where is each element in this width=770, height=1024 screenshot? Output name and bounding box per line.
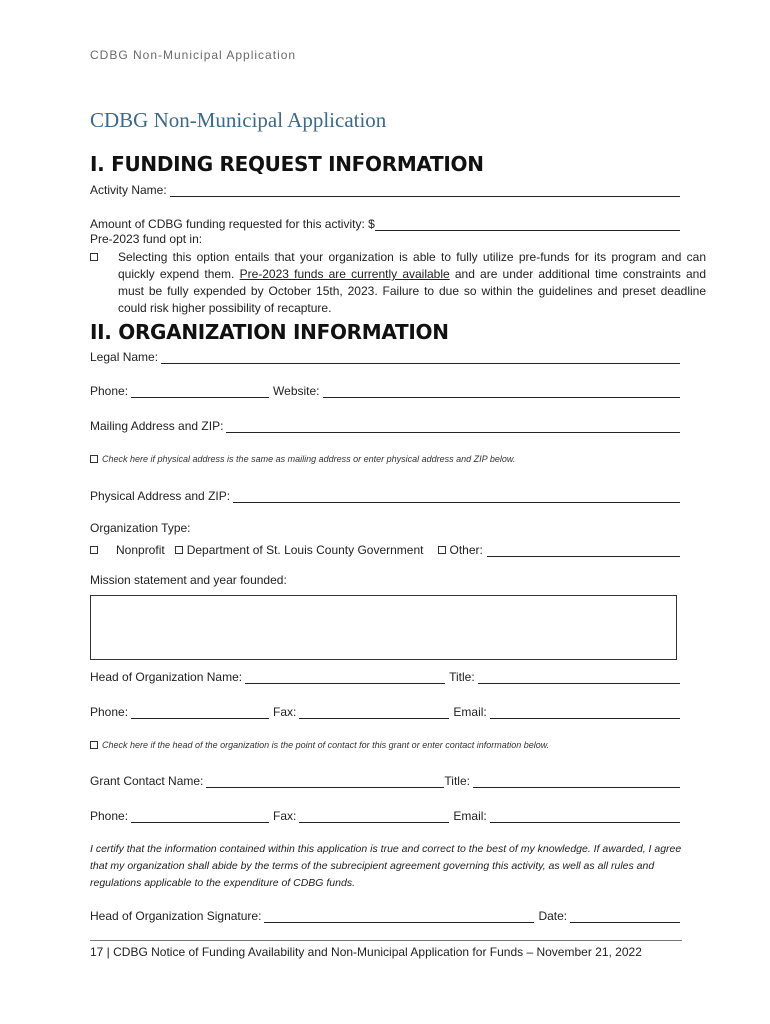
signature-label: Head of Organization Signature: [90, 909, 262, 923]
contact-phone-field[interactable] [131, 808, 269, 823]
document-title: CDBG Non-Municipal Application [90, 108, 387, 132]
section-heading-organization: II. ORGANIZATION INFORMATION [90, 320, 449, 344]
head-name-label: Head of Organization Name: [90, 670, 243, 684]
mission-label: Mission statement and year founded: [90, 573, 287, 587]
pre2023-availability-link: Pre-2023 funds are currently available [239, 267, 450, 281]
head-email-field[interactable] [490, 704, 680, 719]
contact-email-label: Email: [453, 809, 487, 823]
grant-contact-title-field[interactable] [473, 773, 680, 788]
org-type-other[interactable] [438, 543, 450, 557]
head-fax-label: Fax: [273, 705, 297, 719]
activity-name-label: Activity Name: [90, 183, 167, 197]
grant-contact-info-row [90, 805, 680, 823]
website-label: Website: [273, 384, 320, 398]
legal-name-row [90, 346, 680, 364]
phone-field[interactable] [131, 383, 269, 398]
activity-name-row [90, 179, 680, 197]
head-phone-label: Phone: [90, 705, 129, 719]
legal-name-field[interactable] [161, 349, 680, 364]
contact-same-note [90, 740, 549, 750]
pre2023-opt-in [90, 249, 706, 317]
contact-fax-field[interactable] [299, 808, 449, 823]
head-title-field[interactable] [478, 669, 680, 684]
legal-name-label: Legal Name: [90, 350, 159, 364]
nonprofit-checkbox[interactable] [90, 546, 98, 554]
contact-same-checkbox[interactable] [90, 741, 98, 749]
physical-same-checkbox[interactable] [90, 455, 98, 463]
head-contact-row [90, 701, 680, 719]
org-type-options [90, 539, 680, 557]
pre2023-text-after: and are under additional time constraints and must be fully expended by October 15th, 2023. Failure to due so within the guidelines and preset deadline could risk higher possibility of recapture. [118, 267, 707, 315]
county-dept-label: Department of St. Louis County Government [186, 543, 424, 557]
phone-label: Phone: [90, 384, 129, 398]
head-name-field[interactable] [245, 669, 445, 684]
head-title-label: Title: [449, 670, 475, 684]
pre2023-text-before: Selecting this option entails that your organization is able to fully utilize pre-funds for its program and can quickly expend them. [118, 250, 706, 281]
nonprofit-label: Nonprofit [116, 543, 165, 557]
contact-email-field[interactable] [490, 808, 680, 823]
mailing-address-row [90, 415, 680, 433]
website-field[interactable] [323, 383, 680, 398]
county-dept-checkbox[interactable] [175, 546, 183, 554]
grant-contact-field[interactable] [206, 773, 444, 788]
pre2023-checkbox[interactable] [90, 249, 102, 266]
signature-field[interactable] [264, 908, 534, 923]
date-label: Date: [538, 909, 568, 923]
grant-contact-row [90, 770, 680, 788]
running-header: CDBG Non-Municipal Application [90, 48, 297, 62]
head-of-org-row [90, 666, 680, 684]
mailing-address-field[interactable] [226, 418, 680, 433]
org-type-label: Organization Type: [90, 521, 191, 535]
funding-amount-field[interactable] [375, 216, 680, 231]
head-phone-field[interactable] [131, 704, 269, 719]
pre2023-description [118, 249, 706, 317]
pre2023-label: Pre-2023 fund opt in: [90, 232, 203, 246]
other-checkbox[interactable] [438, 546, 446, 554]
grant-contact-title-label: Title: [444, 774, 470, 788]
signature-row [90, 905, 680, 923]
other-label: Other: [449, 543, 483, 557]
page-footer: 17 | CDBG Notice of Funding Availability and Non-Municipal Application for Funds – November 21, 2022 [90, 945, 642, 959]
physical-address-field[interactable] [233, 488, 680, 503]
footer-divider [90, 940, 682, 941]
org-type-county-dept[interactable] [175, 543, 187, 557]
contact-same-text: Check here if the head of the organization is the point of contact for this grant or enter contact information below. [102, 740, 550, 750]
date-field[interactable] [570, 908, 680, 923]
contact-phone-label: Phone: [90, 809, 129, 823]
funding-amount-row [90, 213, 680, 231]
physical-same-note [90, 454, 515, 464]
head-fax-field[interactable] [299, 704, 449, 719]
other-type-field[interactable] [487, 542, 680, 557]
head-email-label: Email: [453, 705, 487, 719]
grant-contact-label: Grant Contact Name: [90, 774, 204, 788]
org-type-nonprofit[interactable] [90, 543, 102, 557]
mission-statement-box[interactable] [90, 595, 677, 660]
physical-same-text: Check here if physical address is the same as mailing address or enter physical address and ZIP below. [102, 454, 516, 464]
physical-address-row [90, 485, 680, 503]
certification-statement: I certify that the information contained within this application is true and correct to the best of my knowledge. If awarded, I agree that my organization shall abide by the terms of the subrecipient agreement governing this activity, as well as all rules and regulations applicable to the expenditure of CDBG funds. [90, 843, 682, 889]
phone-website-row [90, 380, 680, 398]
physical-address-label: Physical Address and ZIP: [90, 489, 231, 503]
funding-amount-label: Amount of CDBG funding requested for this activity: $ [90, 217, 375, 231]
activity-name-field[interactable] [170, 182, 680, 197]
section-heading-funding-request: I. FUNDING REQUEST INFORMATION [90, 152, 484, 176]
contact-fax-label: Fax: [273, 809, 297, 823]
mailing-address-label: Mailing Address and ZIP: [90, 419, 224, 433]
